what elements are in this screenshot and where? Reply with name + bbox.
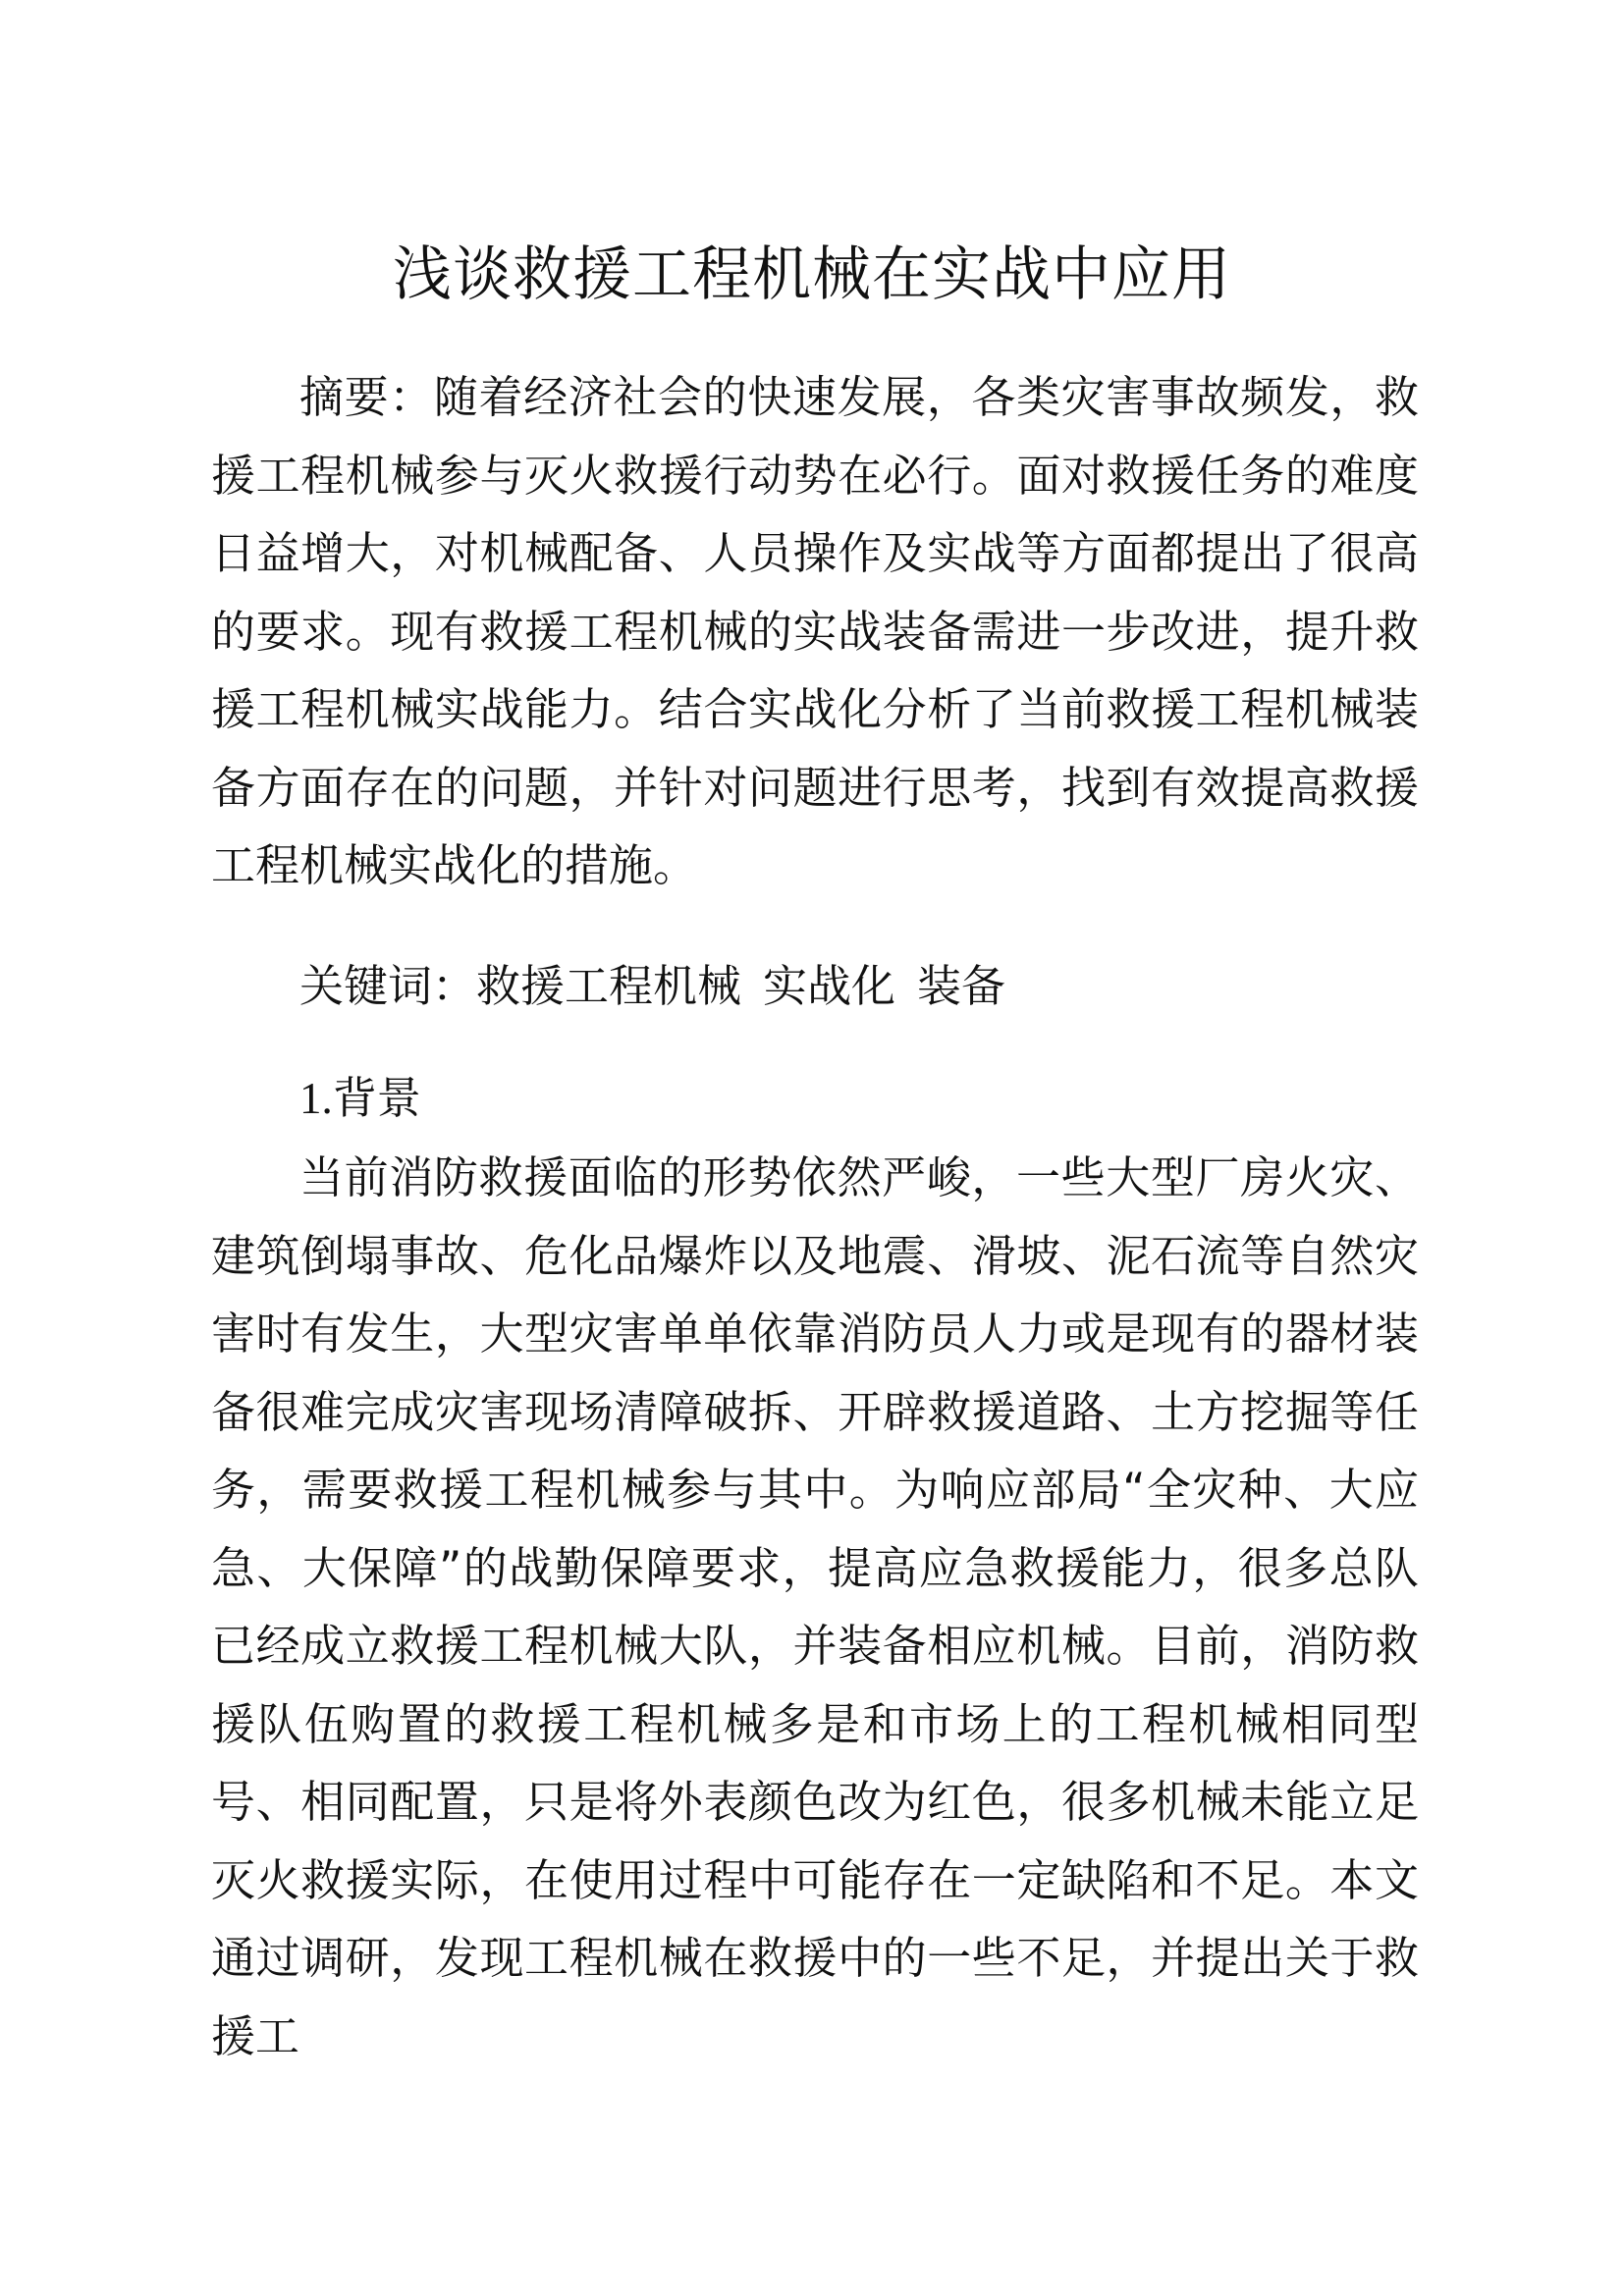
section-heading bbox=[299, 1059, 421, 1138]
abstract-label: 摘要： bbox=[299, 371, 434, 423]
document-title: 浅谈救援工程机械在实战中应用 bbox=[393, 240, 1231, 309]
section-number: 1. bbox=[299, 1074, 333, 1123]
keyword-item: 救援工程机械 bbox=[476, 960, 742, 1012]
abstract-paragraph bbox=[211, 358, 1419, 905]
keyword-item: 实战化 bbox=[763, 960, 896, 1012]
section-body-paragraph: 当前消防救援面临的形势依然严峻，一些大型厂房火灾、建筑倒塌事故、危化品爆炸以及地震、滑坡、泥石流等自然灾害时有发生，大型灾害单单依靠消防员人力或是现有的器材装备很难完成灾害现场清障破拆、开辟救援道路、土方挖掘等任务，需要救援工程机械参与其中。为响应部局“全灾种、大应急、大保障”的战勤保障要求，提高应急救援能力，很多总队已经成立救援工程机械大队，并装备相应机械。目前，消防救援队伍购置的救援工程机械多是和市场上的工程机械相同型号、相同配置，只是将外表颜色改为红色，很多机械未能立足灭火救援实际，在使用过程中可能存在一定缺陷和不足。本文通过调研，发现工程机械在救援中的一些不足，并提出关于救援工 bbox=[211, 1151, 1419, 2062]
keywords-label: 关键词： bbox=[299, 960, 477, 1012]
keyword-item: 装备 bbox=[917, 960, 1006, 1012]
keywords-line bbox=[299, 947, 1005, 1025]
abstract-text: 随着经济社会的快速发展，各类灾害事故频发，救援工程机械参与灭火救援行动势在必行。面对救援任务的难度日益增大，对机械配备、人员操作及实战等方面都提出了很高的要求。现有救援工程机械的实战装备需进一步改进，提升救援工程机械实战能力。结合实战化分析了当前救援工程机械装备方面存在的问题，并针对问题进行思考，找到有效提高救援工程机械实战化的措施。 bbox=[211, 371, 1419, 891]
section-heading-text: 背景 bbox=[332, 1072, 421, 1124]
